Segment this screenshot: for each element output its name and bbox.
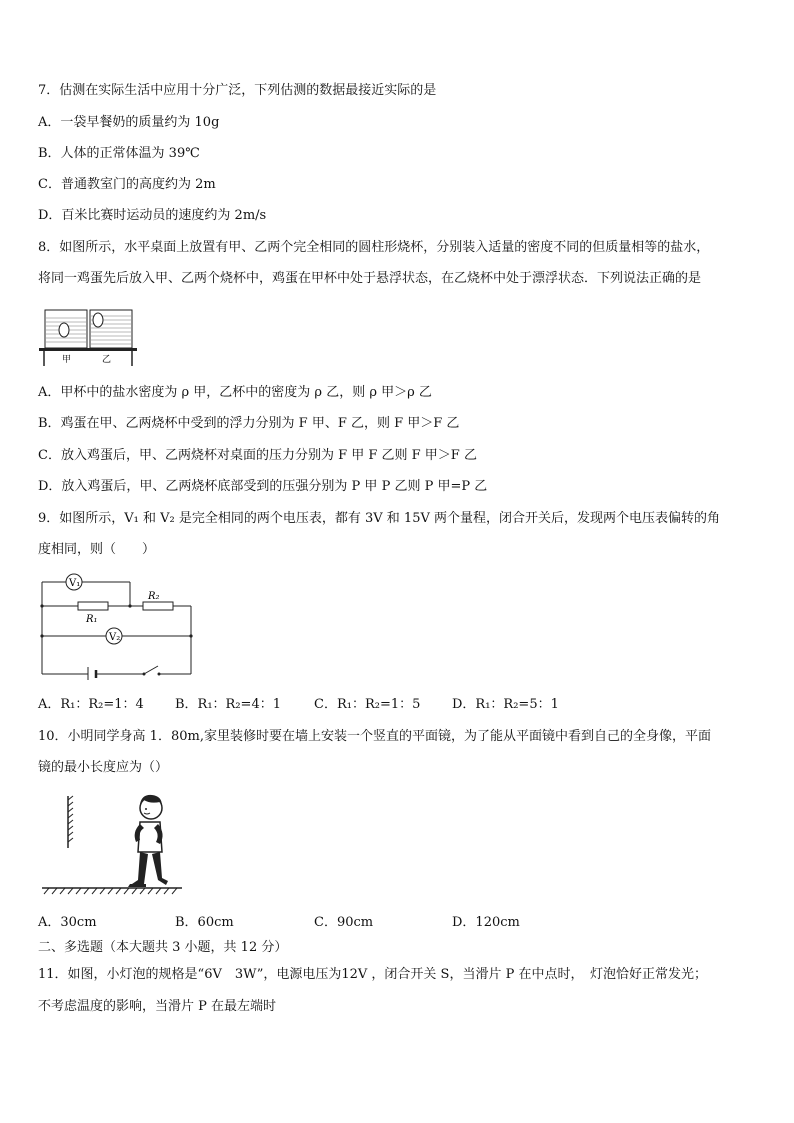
q8-stem-line2: 将同一鸡蛋先后放入甲、乙两个烧杯中，鸡蛋在甲杯中处于悬浮状态，在乙烧杯中处于漂浮状态．下列说法正确的是 bbox=[38, 271, 702, 286]
q9-circuit-figure bbox=[38, 570, 198, 680]
q7-stem: 7．估测在实际生活中应用十分广泛，下列估测的数据最接近实际的是 bbox=[38, 83, 437, 98]
q8-label-jia: 甲 bbox=[62, 355, 72, 365]
q9-options-row bbox=[38, 697, 598, 713]
q7-option-b: B．人体的正常体温为 39℃ bbox=[38, 146, 200, 161]
q9-option-c: C．R₁：R₂=1：5 bbox=[314, 697, 421, 712]
q10-stem-line2: 镜的最小长度应为（） bbox=[38, 760, 169, 775]
q10-option-c: C．90cm bbox=[314, 915, 374, 930]
q8-option-d: D．放入鸡蛋后，甲、乙两烧杯底部受到的压强分别为 P 甲 P 乙则 P 甲=P 乙 bbox=[38, 479, 488, 494]
q11-stem-line1: 11．如图，小灯泡的规格是“6V 3W”，电源电压为12V ，闭合开关 S，当滑片 P 在中点时， 灯泡恰好正常发光； bbox=[38, 967, 707, 982]
q8-beakers-figure bbox=[38, 300, 138, 370]
q10-stem-line1: 10．小明同学身高 1．80m,家里装修时要在墙上安装一个竖直的平面镜，为了能从平面镜中看到自己的全身像，平面 bbox=[38, 729, 711, 744]
q8-option-c: C．放入鸡蛋后，甲、乙两烧杯对桌面的压力分别为 F 甲 F 乙则 F 甲＞F 乙 bbox=[38, 448, 477, 463]
q9-label-r2: R₂ bbox=[148, 591, 160, 602]
q9-stem-line2: 度相同，则（ ） bbox=[38, 542, 156, 557]
q9-stem-line1: 9．如图所示，V₁ 和 V₂ 是完全相同的两个电压表，都有 3V 和 15V 两个量程，闭合开关后，发现两个电压表偏转的角 bbox=[38, 511, 720, 526]
q9-option-b: B．R₁：R₂=4：1 bbox=[175, 697, 281, 712]
q10-option-b: B．60cm bbox=[175, 915, 234, 930]
q7-option-d: D．百米比赛时运动员的速度约为 2m/s bbox=[38, 208, 267, 223]
q10-options-row bbox=[38, 915, 598, 931]
section-2-heading: 二、多选题（本大题共 3 小题，共 12 分） bbox=[38, 940, 288, 955]
q9-label-r1: R₁ bbox=[86, 614, 98, 625]
q8-label-yi: 乙 bbox=[102, 355, 112, 365]
q10-option-a: A．30cm bbox=[38, 915, 97, 930]
q8-stem-line1: 8．如图所示，水平桌面上放置有甲、乙两个完全相同的圆柱形烧杯，分别装入适量的密度不同的但质量相等的盐水， bbox=[38, 240, 710, 255]
q10-option-d: D．120cm bbox=[452, 915, 520, 930]
q8-option-a: A．甲杯中的盐水密度为 ρ 甲，乙杯中的密度为 ρ 乙，则 ρ 甲＞ρ 乙 bbox=[38, 385, 432, 400]
q7-option-a: A．一袋早餐奶的质量约为 10g bbox=[38, 115, 220, 130]
q7-option-c: C．普通教室门的高度约为 2m bbox=[38, 177, 216, 192]
q9-option-d: D．R₁：R₂=5：1 bbox=[452, 697, 559, 712]
q8-option-b: B．鸡蛋在甲、乙两烧杯中受到的浮力分别为 F 甲、F 乙，则 F 甲＞F 乙 bbox=[38, 416, 460, 431]
q9-label-v1: V₁ bbox=[69, 578, 81, 589]
q9-label-v2: V₂ bbox=[109, 632, 121, 643]
q10-mirror-person-figure bbox=[40, 792, 185, 897]
q11-stem-line2: 不考虑温度的影响，当滑片 P 在最左端时 bbox=[38, 999, 277, 1014]
q9-option-a: A．R₁：R₂=1：4 bbox=[38, 697, 144, 712]
